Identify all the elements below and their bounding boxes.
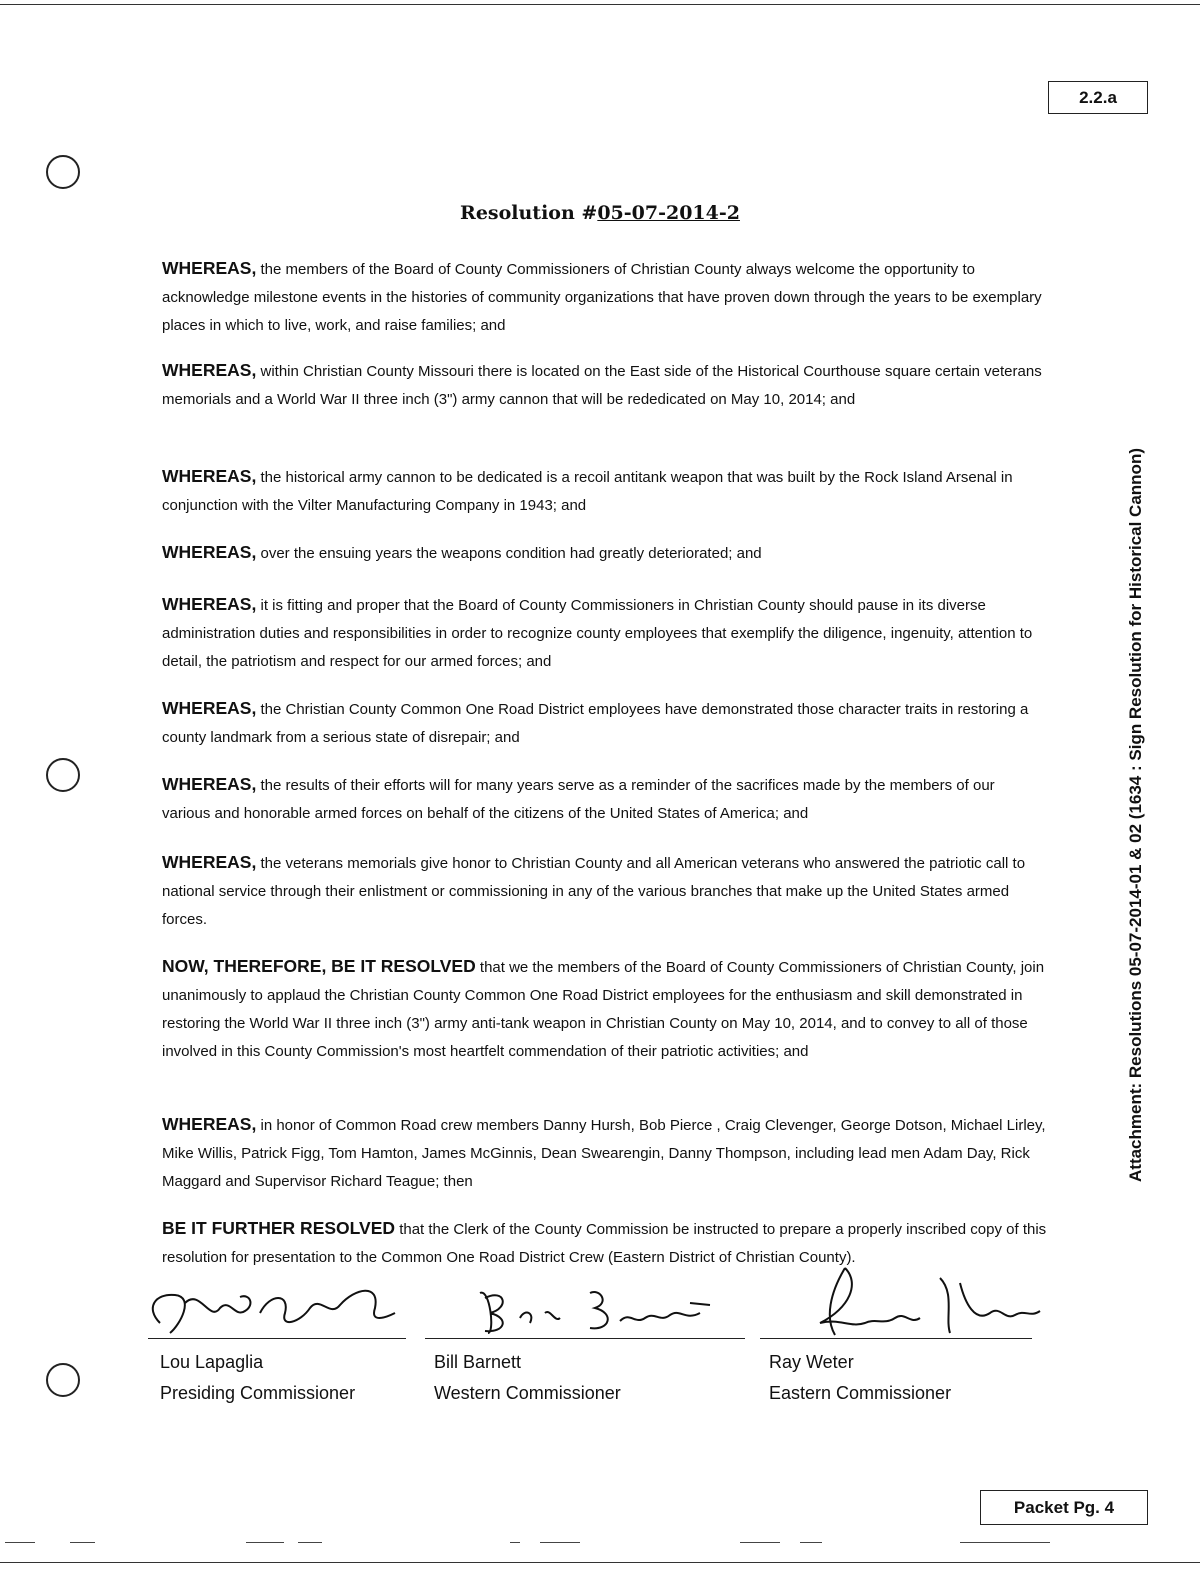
- signature-line-2: [425, 1338, 745, 1339]
- paragraph-keyword: BE IT FURTHER RESOLVED: [162, 1218, 396, 1238]
- agenda-tag-text: 2.2.a: [1079, 87, 1117, 107]
- paragraph-text: the historical army cannon to be dedicated is a recoil antitank weapon that was built by the Rock Island Arsenal in conjunction with the Vilter Manufacturing Company in 1943; and: [162, 469, 1013, 514]
- paragraph-9: [162, 952, 1047, 1066]
- paragraph-keyword: WHEREAS,: [162, 594, 257, 614]
- signer-name-2: Bill Barnett: [434, 1352, 522, 1372]
- resolution-title: [0, 202, 1200, 224]
- signature-bill-barnett: [460, 1263, 720, 1343]
- signer-name-3: Ray Weter: [769, 1352, 854, 1372]
- signer-title-3: Eastern Commissioner: [769, 1383, 952, 1403]
- signer-title-1: Presiding Commissioner: [160, 1383, 356, 1403]
- scan-mark: [800, 1542, 822, 1543]
- paragraph-text: within Christian County Missouri there is located on the East side of the Historical Courthouse square certain veterans memorials and a World War II three inch (3") army cannon that will be rededicated on May 10, 2014; and: [162, 363, 1042, 408]
- paragraph-4: [162, 538, 1047, 568]
- paragraph-keyword: WHEREAS,: [162, 1114, 257, 1134]
- paragraph-keyword: WHEREAS,: [162, 258, 257, 278]
- paragraph-7: [162, 770, 1047, 828]
- paragraph-keyword: WHEREAS,: [162, 466, 257, 486]
- paragraph-text: the Christian County Common One Road District employees have demonstrated those character traits in restoring a county landmark from a serious state of disrepair; and: [162, 701, 1029, 746]
- signature-line-1: [148, 1338, 406, 1339]
- resolution-title-prefix: Resolution #: [460, 202, 598, 224]
- paragraph-text: that the Clerk of the County Commission be instructed to prepare a properly inscribed copy of this resolution for presentation to the Common One Road District Crew (Eastern District of Christian County).: [162, 1221, 1047, 1266]
- paragraph-text: the results of their efforts will for many years serve as a reminder of the sacrifices made by the members of our various and honorable armed forces on behalf of the citizens of the United States of America; and: [162, 777, 995, 822]
- scan-mark: [540, 1542, 580, 1543]
- scan-mark: [510, 1542, 520, 1543]
- signature-lou-lapaglia: [140, 1263, 400, 1343]
- scan-mark: [5, 1542, 35, 1543]
- paragraph-keyword: WHEREAS,: [162, 852, 257, 872]
- paragraph-3: [162, 462, 1047, 520]
- signature-line-3: [760, 1338, 1032, 1339]
- punch-hole-bottom: [46, 1363, 80, 1397]
- scan-mark: [70, 1542, 95, 1543]
- paragraph-keyword: WHEREAS,: [162, 542, 257, 562]
- paragraph-6: [162, 694, 1047, 752]
- bottom-scan-edge: [0, 1562, 1200, 1563]
- scan-mark: [298, 1542, 322, 1543]
- resolution-number: 05-07-2014-2: [597, 202, 740, 224]
- paragraph-1: [162, 254, 1047, 340]
- paragraph-10: [162, 1110, 1047, 1196]
- signer-title-2: Western Commissioner: [434, 1383, 621, 1403]
- paragraph-keyword: WHEREAS,: [162, 698, 257, 718]
- punch-hole-top: [46, 155, 80, 189]
- top-scan-edge: [0, 4, 1200, 5]
- paragraph-text: in honor of Common Road crew members Danny Hursh, Bob Pierce , Craig Clevenger, George Dotson, Michael Lirley, Mike Willis, Patrick Figg, Tom Hamton, James McGinnis, Dean Swearengin, Danny Thompson, including lead men Adam Day, Rick Maggard and Supervisor Richard Teague; then: [162, 1117, 1046, 1190]
- scan-mark: [960, 1542, 1050, 1543]
- punch-hole-middle: [46, 758, 80, 792]
- packet-page-box: [980, 1490, 1148, 1525]
- paragraph-text: the members of the Board of County Commissioners of Christian County always welcome the opportunity to acknowledge milestone events in the histories of community organizations that have proven down through the years to be exemplary places in which to live, work, and raise families; and: [162, 261, 1042, 334]
- paragraph-text: the veterans memorials give honor to Christian County and all American veterans who answered the patriotic call to national service through their enlistment or commissioning in any of the various branches that make up the United States armed forces.: [162, 855, 1026, 928]
- signature-ray-weter: [790, 1263, 1050, 1343]
- paragraph-keyword: WHEREAS,: [162, 774, 257, 794]
- signer-name-1: Lou Lapaglia: [160, 1352, 264, 1372]
- paragraph-8: [162, 848, 1047, 934]
- scan-mark: [246, 1542, 284, 1543]
- scan-mark: [740, 1542, 780, 1543]
- attachment-side-note: Attachment: Resolutions 05-07-2014-01 & 02 (1634 : Sign Resolution for Historical Cannon): [1126, 448, 1145, 1182]
- paragraph-text: it is fitting and proper that the Board of County Commissioners in Christian County should pause in its diverse administration duties and responsibilities in order to recognize county employees that exemplify the diligence, ingenuity, attention to detail, the patriotism and respect for our armed forces; and: [162, 597, 1033, 670]
- paragraph-keyword: WHEREAS,: [162, 360, 257, 380]
- paragraph-2: [162, 356, 1047, 414]
- paragraph-5: [162, 590, 1047, 676]
- agenda-tag: [1048, 81, 1148, 114]
- packet-page-label: Packet Pg. 4: [1013, 1497, 1115, 1517]
- paragraph-text: that we the members of the Board of County Commissioners of Christian County, join unanimously to applaud the Christian County Common One Road District employees for the enthusiasm and skill demonstrated in restoring the World War II three inch (3") army anti-tank weapon in Christian County on May 10, 2014, and to convey to all of those involved in this County Commission's most heartfelt commendation of their patriotic activities; and: [162, 959, 1045, 1060]
- paragraph-text: over the ensuing years the weapons condition had greatly deteriorated; and: [256, 545, 762, 562]
- paragraph-keyword: NOW, THEREFORE, BE IT RESOLVED: [162, 956, 476, 976]
